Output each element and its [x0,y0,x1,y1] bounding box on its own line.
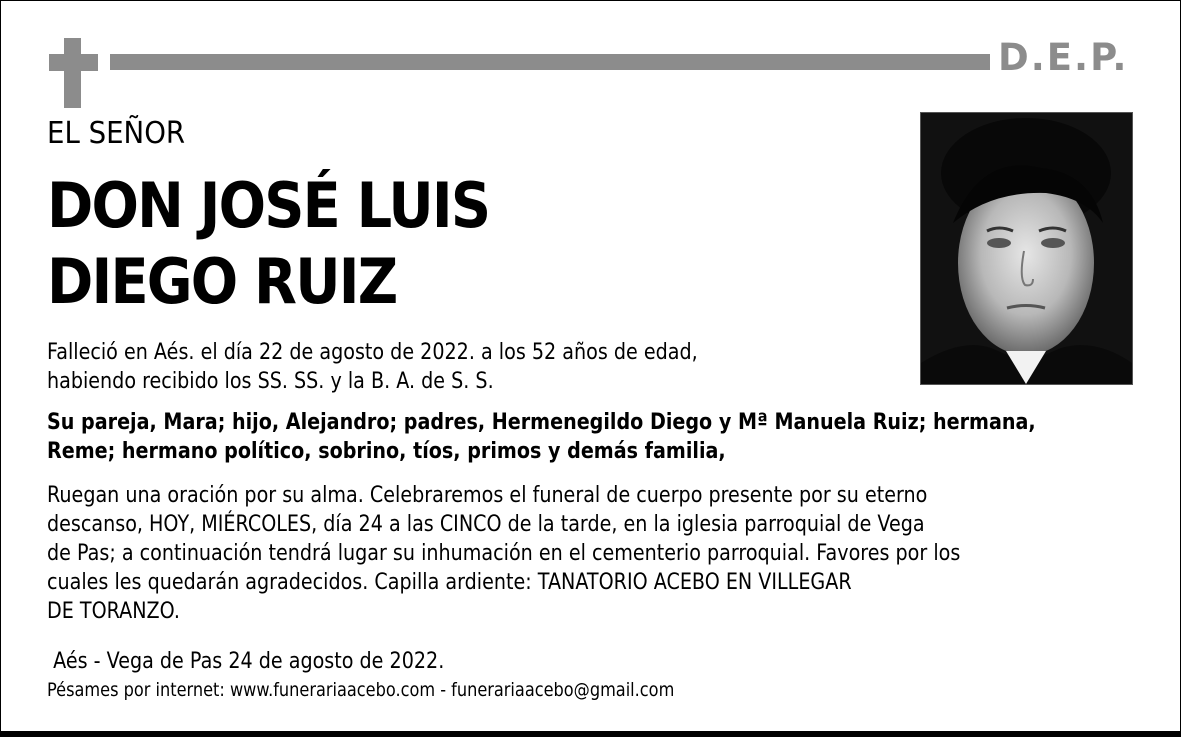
family-list [47,408,1036,466]
deceased-name [47,168,489,320]
death-notice [47,338,698,396]
portrait-image [921,113,1132,384]
name-line-2: DIEGO RUIZ [47,245,397,318]
condolences-line: Pésames por internet: www.funerariaacebo.com - funerariaacebo@gmail.com [47,679,675,701]
ceremony-line: cuales les quedarán agradecidos. Capilla ardiente: TANATORIO ACEBO EN VILLEGAR [47,569,852,595]
cross-icon-bar [49,54,98,71]
death-line: habiendo recibido los SS. SS. y la B. A. de S. S. [47,368,494,394]
ceremony-line: DE TORANZO. [47,598,180,624]
ceremony-details [47,481,960,626]
name-line-1: DON JOSÉ LUIS [47,169,490,242]
family-line: Reme; hermano político, sobrino, tíos, primos y demás familia, [47,438,726,464]
dep-label: D.E.P. [998,36,1129,79]
bottom-border [0,731,1181,737]
ceremony-line: de Pas; a continuación tendrá lugar su inhumación en el cementerio parroquial. Favores por los [47,540,961,566]
ceremony-line: descanso, HOY, MIÉRCOLES, día 24 a las CINCO de la tarde, en la iglesia parroquial de Vega [47,511,925,537]
family-line: Su pareja, Mara; hijo, Alejandro; padres, Hermenegildo Diego y Mª Manuela Ruiz; hermana, [47,409,1036,435]
cross-icon [64,38,81,108]
death-line: Falleció en Aés. el día 22 de agosto de 2022. a los 52 años de edad, [47,339,698,365]
honorific-title: EL SEÑOR [47,116,186,151]
header-rule [110,54,990,70]
ceremony-line: Ruegan una oración por su alma. Celebraremos el funeral de cuerpo presente por su eterno [47,482,928,508]
place-date: Aés - Vega de Pas 24 de agosto de 2022. [47,648,445,674]
portrait-photo [920,112,1133,385]
